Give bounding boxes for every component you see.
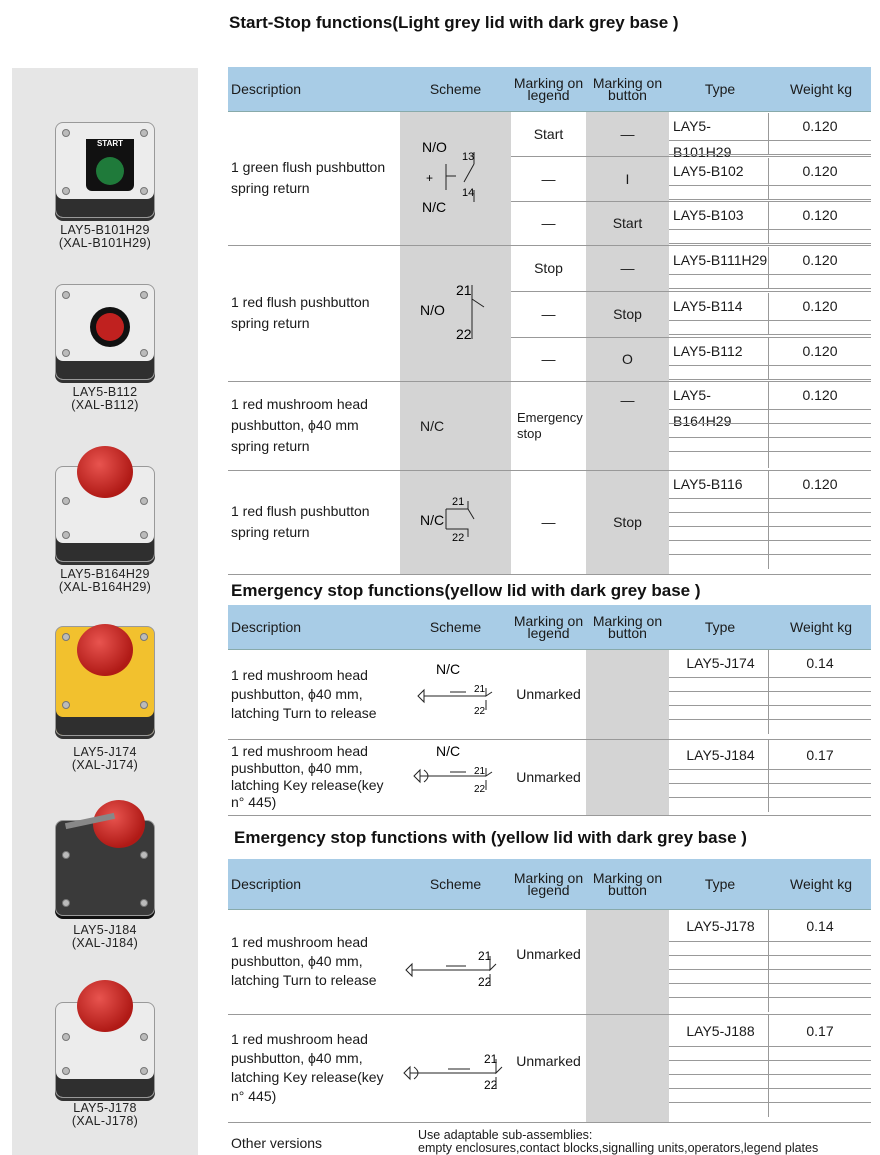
table-header xyxy=(228,605,871,649)
product-sidebar xyxy=(12,68,198,1155)
no-contact-diagram xyxy=(400,247,511,377)
weight-value: 0.17 xyxy=(806,746,834,763)
col-weight: Weight kg xyxy=(771,605,871,649)
legend-cell: — xyxy=(511,470,586,574)
svg-text:22: 22 xyxy=(478,975,492,989)
col-type: Type xyxy=(669,605,771,649)
product-lay5-b112 xyxy=(12,278,198,412)
svg-text:N/C: N/C xyxy=(436,742,461,759)
type-weight-cell xyxy=(669,291,871,337)
scheme-cell xyxy=(400,739,511,815)
svg-text:13: 13 xyxy=(462,150,475,163)
weight-value: 0.120 xyxy=(802,162,838,179)
section-title-emergency: Emergency stop functions(yellow lid with dark grey base ) xyxy=(231,581,701,600)
button-cell xyxy=(586,909,669,1014)
type-value: LAY5-J188 xyxy=(669,1015,769,1046)
col-type: Type xyxy=(669,67,771,111)
product-code-alt: (XAL-B101H29) xyxy=(58,236,152,250)
weight-value: 0.120 xyxy=(802,207,838,223)
svg-text:N/C: N/C xyxy=(436,660,461,677)
col-legend: Marking on legend xyxy=(511,67,586,111)
red-mushroom-pushbutton-image xyxy=(51,440,159,568)
button-cell: Stop xyxy=(586,470,669,574)
type-value: LAY5-B102 xyxy=(669,158,769,185)
type-weight-cell xyxy=(669,649,871,739)
type-weight-cell xyxy=(669,739,871,815)
weight-value: 0.14 xyxy=(806,654,834,671)
product-lay5-j174 xyxy=(12,618,198,772)
col-legend: Marking on legend xyxy=(511,605,586,649)
col-description: Description xyxy=(228,605,400,649)
red-flush-pushbutton-image xyxy=(51,278,159,386)
table-row xyxy=(228,1014,871,1122)
weight-value: 0.120 xyxy=(802,252,838,268)
svg-text:22: 22 xyxy=(456,325,472,342)
product-code: LAY5-B112 xyxy=(72,385,138,399)
weight-value: 0.120 xyxy=(802,386,838,403)
product-code-alt: (XAL-J184) xyxy=(71,936,139,950)
svg-text:21: 21 xyxy=(456,281,472,298)
svg-text:21: 21 xyxy=(474,683,486,695)
scheme-cell: N/C xyxy=(400,381,511,470)
type-weight-cell xyxy=(669,201,871,245)
col-scheme: Scheme xyxy=(400,605,511,649)
start-stop-table xyxy=(228,67,871,575)
col-button: Marking on button xyxy=(586,67,669,111)
product-code: LAY5-J178 xyxy=(73,1101,137,1115)
button-cell: Start xyxy=(586,201,669,245)
scheme-cell xyxy=(400,470,511,574)
type-weight-cell xyxy=(669,1014,871,1122)
col-type: Type xyxy=(669,859,771,909)
table-row xyxy=(228,111,871,156)
description-cell: 1 red mushroom head pushbutton, ϕ40 mm, latching Turn to release xyxy=(228,649,400,739)
button-cell xyxy=(586,649,669,739)
yellow-mushroom-pushbutton-image xyxy=(51,618,159,746)
red-mushroom-latching-image xyxy=(51,974,159,1102)
type-value: LAY5-B114 xyxy=(669,293,769,320)
type-weight-cell xyxy=(669,245,871,291)
table-row xyxy=(228,649,871,739)
type-value: LAY5-B116 xyxy=(669,471,769,498)
button-cell: — xyxy=(586,381,669,470)
legend-cell: Start xyxy=(511,111,586,156)
no-nc-contact-diagram xyxy=(400,112,511,242)
legend-cell: Unmarked xyxy=(511,1014,586,1122)
product-code: LAY5-B101H29 xyxy=(60,223,150,237)
weight-value: 0.120 xyxy=(802,475,838,492)
type-value: LAY5-B112 xyxy=(669,338,769,365)
legend-cell: — xyxy=(511,291,586,337)
product-code: LAY5-B164H29 xyxy=(60,567,150,581)
other-versions-label: Other versions xyxy=(231,1135,323,1151)
col-scheme: Scheme xyxy=(400,859,511,909)
legend-cell: — xyxy=(511,337,586,381)
green-pushbutton-image xyxy=(51,116,159,224)
description-cell: 1 red mushroom head pushbutton, ϕ40 mm, latching Turn to release xyxy=(228,909,400,1014)
product-lay5-b101h29 xyxy=(12,116,198,250)
svg-text:21: 21 xyxy=(452,495,465,508)
col-button: Marking on button xyxy=(586,859,669,909)
weight-value: 0.120 xyxy=(802,298,838,314)
svg-text:21: 21 xyxy=(474,765,486,777)
type-weight-cell xyxy=(669,470,871,574)
product-code-alt: (XAL-J178) xyxy=(71,1114,139,1128)
svg-text:22: 22 xyxy=(474,783,486,795)
type-value: LAY5-B101H29 xyxy=(669,113,769,140)
legend-cell: Unmarked xyxy=(511,649,586,739)
button-cell: — xyxy=(586,111,669,156)
svg-text:N/O: N/O xyxy=(422,138,447,155)
button-cell: Stop xyxy=(586,291,669,337)
legend-cell: Stop xyxy=(511,245,586,291)
key-release-pushbutton-image xyxy=(51,796,159,924)
product-code: LAY5-J184 xyxy=(73,923,137,937)
table-header xyxy=(228,859,871,909)
description-cell: 1 red mushroom head pushbutton, ϕ40 mm spring return xyxy=(228,381,400,470)
sub-assemblies-line2: empty enclosures,contact blocks,signalling units,operators,legend plates xyxy=(418,1141,819,1155)
svg-text:N/C: N/C xyxy=(420,511,445,528)
product-code-alt: (XAL-B112) xyxy=(71,398,139,412)
emergency-stop-table xyxy=(228,605,871,816)
key-release-contact-diagram xyxy=(400,1017,511,1117)
key-release-contact-diagram xyxy=(400,740,511,812)
type-value: LAY5-J174 xyxy=(669,650,769,677)
svg-text:14: 14 xyxy=(462,186,475,199)
svg-text:21: 21 xyxy=(478,949,492,963)
weight-value: 0.14 xyxy=(806,917,834,934)
svg-text:22: 22 xyxy=(474,705,486,717)
scheme-cell xyxy=(400,1014,511,1122)
section-title-start-stop: Start-Stop functions(Light grey lid with dark grey base ) xyxy=(229,13,679,32)
scheme-cell xyxy=(400,649,511,739)
button-cell: O xyxy=(586,337,669,381)
legend-cell: — xyxy=(511,156,586,201)
legend-cell: — xyxy=(511,201,586,245)
description-cell: 1 green flush pushbutton spring return xyxy=(228,111,400,245)
svg-text:N/O: N/O xyxy=(420,301,445,318)
type-weight-cell xyxy=(669,337,871,381)
product-code-alt: (XAL-J174) xyxy=(71,758,139,772)
button-cell xyxy=(586,739,669,815)
svg-text:22: 22 xyxy=(452,531,465,544)
type-value: LAY5-B111H29 xyxy=(669,247,769,274)
svg-text:+: + xyxy=(426,170,434,185)
scheme-cell xyxy=(400,245,511,381)
latching-contact-diagram xyxy=(400,650,511,736)
type-weight-cell xyxy=(669,156,871,201)
nc-contact-diagram xyxy=(400,471,511,571)
sub-assemblies-note xyxy=(418,1129,818,1155)
button-cell: — xyxy=(586,245,669,291)
latching-contact-diagram xyxy=(400,910,511,1010)
product-code: LAY5-J174 xyxy=(73,745,137,759)
col-legend: Marking on legend xyxy=(511,859,586,909)
description-cell: 1 red flush pushbutton spring return xyxy=(228,245,400,381)
section-title-emergency-with: Emergency stop functions with (yellow lid with dark grey base ) xyxy=(234,828,747,847)
col-description: Description xyxy=(228,67,400,111)
table-row xyxy=(228,470,871,574)
product-lay5-b164h29 xyxy=(12,440,198,594)
col-weight: Weight kg xyxy=(771,67,871,111)
emergency-stop-with-table xyxy=(228,859,871,1123)
col-description: Description xyxy=(228,859,400,909)
type-value: LAY5-B103 xyxy=(669,202,769,229)
svg-text:21: 21 xyxy=(484,1051,498,1066)
type-value: LAY5-J184 xyxy=(669,740,769,769)
col-scheme: Scheme xyxy=(400,67,511,111)
legend-plate-text: START xyxy=(86,139,134,148)
table-row xyxy=(228,381,871,470)
table-row xyxy=(228,909,871,1014)
type-weight-cell xyxy=(669,381,871,470)
svg-text:N/C: N/C xyxy=(422,198,447,215)
col-button: Marking on button xyxy=(586,605,669,649)
product-lay5-j184 xyxy=(12,796,198,950)
legend-cell: Unmarked xyxy=(511,909,586,1014)
button-cell xyxy=(586,1014,669,1122)
type-weight-cell xyxy=(669,909,871,1014)
product-lay5-j178 xyxy=(12,974,198,1128)
col-weight: Weight kg xyxy=(771,859,871,909)
legend-cell: Emergency stop xyxy=(511,381,586,470)
description-cell: 1 red mushroom head pushbutton, ϕ40 mm, latching Key release(key n° 445) xyxy=(228,739,400,815)
svg-text:22: 22 xyxy=(484,1077,498,1092)
table-header xyxy=(228,67,871,111)
sub-assemblies-line1: Use adaptable sub-assemblies: xyxy=(418,1128,593,1142)
description-cell: 1 red mushroom head pushbutton, ϕ40 mm, latching Key release(key n° 445) xyxy=(228,1014,400,1122)
type-value: LAY5-J178 xyxy=(669,910,769,941)
scheme-cell xyxy=(400,111,511,245)
scheme-cell xyxy=(400,909,511,1014)
product-code-alt: (XAL-B164H29) xyxy=(58,580,152,594)
weight-value: 0.120 xyxy=(802,117,838,134)
table-row xyxy=(228,245,871,291)
type-value: LAY5-B164H29 xyxy=(669,382,769,409)
weight-value: 0.120 xyxy=(802,343,838,359)
button-cell: I xyxy=(586,156,669,201)
table-row xyxy=(228,739,871,815)
type-weight-cell xyxy=(669,111,871,160)
weight-value: 0.17 xyxy=(806,1022,834,1039)
description-cell: 1 red flush pushbutton spring return xyxy=(228,470,400,574)
legend-cell: Unmarked xyxy=(511,739,586,815)
